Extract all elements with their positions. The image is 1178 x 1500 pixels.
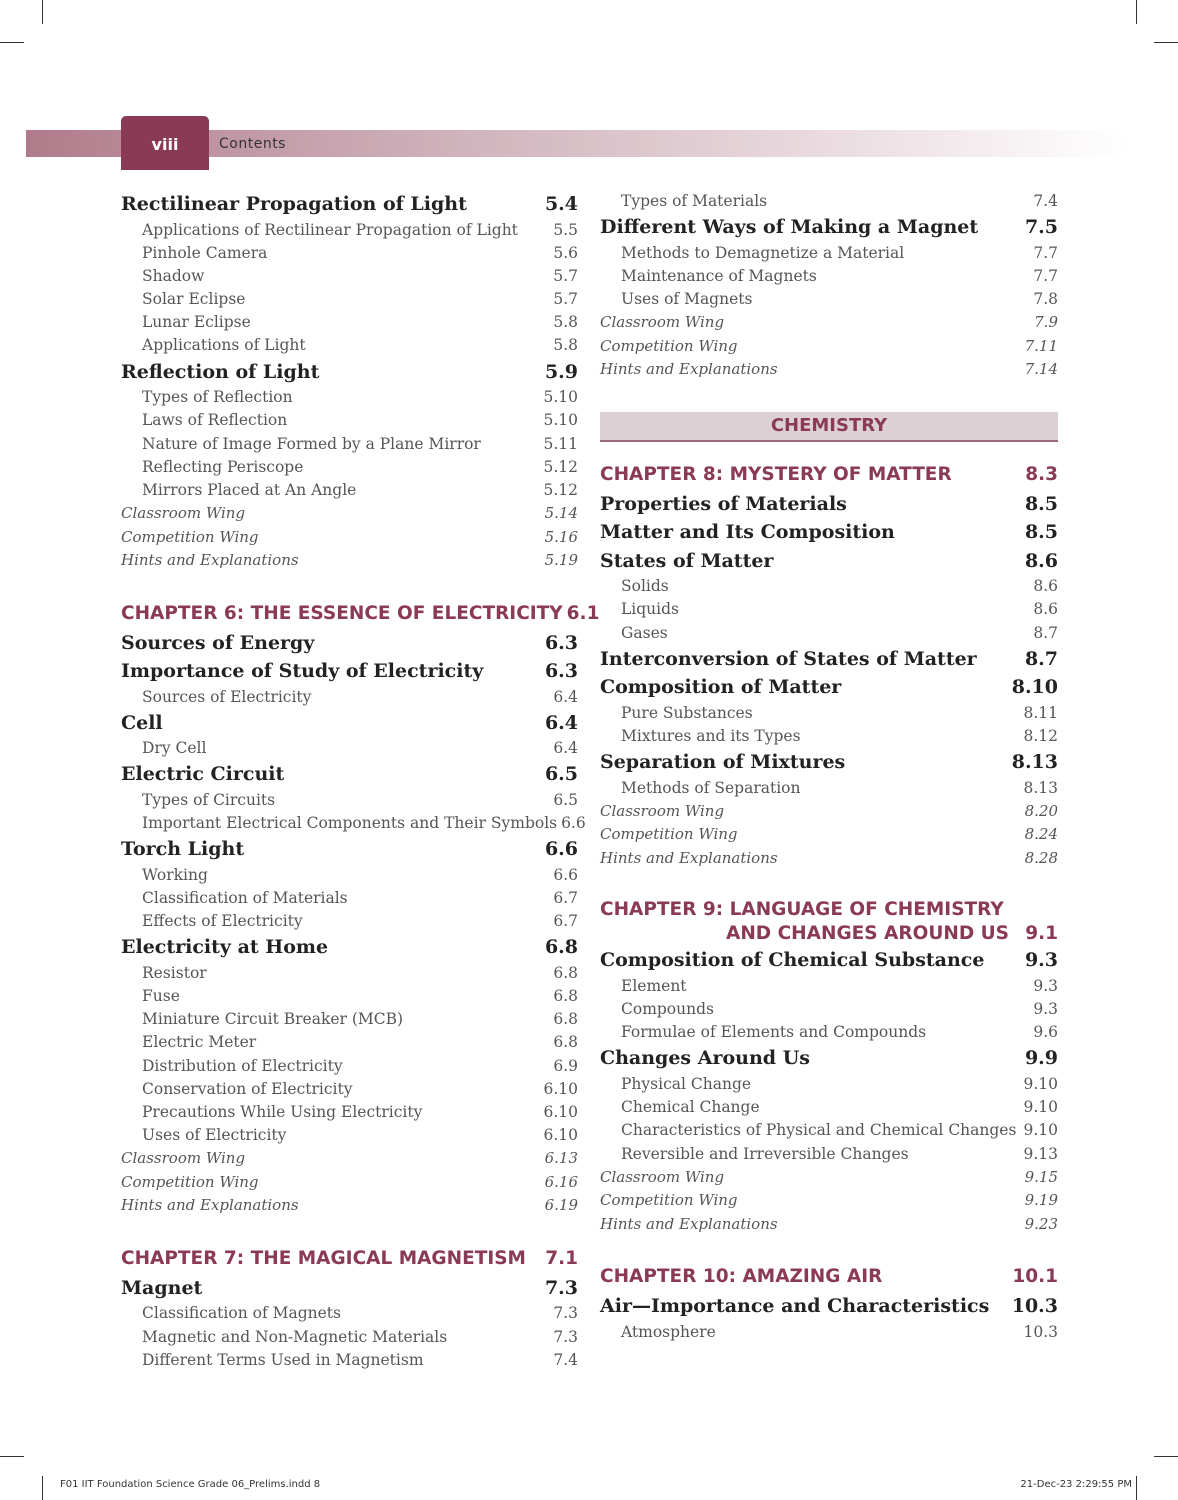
toc-entry-page-number: 7.4	[553, 1350, 578, 1369]
toc-subtopic	[121, 789, 578, 812]
toc-subtopic	[121, 962, 578, 985]
toc-entry-page-number: 8.13	[1023, 778, 1058, 797]
toc-topic	[121, 835, 578, 864]
toc-entry-title: Reversible and Irreversible Changes	[621, 1144, 909, 1163]
toc-topic	[600, 547, 1058, 576]
toc-entry-title: Different Ways of Making a Magnet	[600, 216, 979, 239]
toc-subtopic	[121, 686, 578, 709]
toc-subtopic	[121, 1078, 578, 1101]
toc-entry-title: Chemical Change	[621, 1098, 760, 1117]
crop-mark	[1136, 1476, 1137, 1500]
toc-subtopic	[600, 288, 1058, 311]
toc-entry-title: Classification of Materials	[142, 889, 348, 907]
toc-entry-page-number: 8.6	[1033, 600, 1058, 619]
toc-entry-title: Classroom Wing	[600, 801, 725, 820]
toc-entry-page-number: 8.13	[1011, 751, 1058, 774]
toc-entry-page-number: 6.13	[544, 1149, 578, 1168]
toc-entry-page-number: 6.4	[544, 711, 578, 734]
toc-entry-title: Separation of Mixtures	[600, 751, 846, 774]
crop-mark	[42, 0, 43, 24]
section-heading: CHEMISTRY	[600, 412, 1058, 442]
toc-chapter-heading	[121, 599, 600, 629]
toc-topic	[600, 946, 1058, 975]
toc-entry-title: Uses of Electricity	[142, 1126, 287, 1145]
toc-entry-page-number: 6.6	[553, 865, 578, 884]
toc-entry-title: Hints and Explanations	[600, 848, 778, 867]
toc-subtopic	[600, 1321, 1058, 1344]
toc-entry-title: Hints and Explanations	[600, 1214, 778, 1233]
toc-entry-page-number: 9.23	[1024, 1214, 1058, 1233]
toc-exercise-section	[600, 1166, 1058, 1190]
toc-entry-title: Classification of Magnets	[142, 1304, 341, 1323]
toc-exercise-section	[600, 311, 1058, 335]
toc-entry-page-number: 7.8	[1033, 290, 1058, 309]
toc-entry-page-number: 8.5	[1024, 521, 1058, 544]
toc-entry-title: Mixtures and its Types	[621, 727, 801, 745]
toc-entry-title: Changes Around Us	[600, 1047, 810, 1070]
toc-entry-title: Competition Wing	[600, 1191, 738, 1210]
toc-subtopic	[600, 265, 1058, 288]
toc-entry-page-number: 5.11	[543, 434, 578, 453]
toc-entry-page-number: 9.13	[1023, 1144, 1058, 1163]
toc-topic	[600, 673, 1058, 702]
toc-exercise-section	[600, 358, 1058, 382]
toc-topic	[121, 760, 578, 789]
toc-entry-page-number: 5.8	[553, 336, 578, 355]
toc-topic	[600, 748, 1058, 777]
toc-subtopic	[600, 702, 1058, 725]
toc-entry-title: Conservation of Electricity	[142, 1079, 353, 1098]
toc-entry-title: Magnetic and Non-Magnetic Materials	[142, 1327, 448, 1346]
toc-entry-page-number: 5.12	[543, 480, 578, 499]
crop-mark	[1154, 42, 1178, 43]
toc-entry-page-number: 8.6	[1033, 577, 1058, 596]
toc-entry-page-number: 9.6	[1033, 1023, 1058, 1042]
running-header-title: Contents	[219, 136, 286, 152]
crop-mark	[0, 1456, 24, 1457]
toc-subtopic	[600, 622, 1058, 645]
toc-entry-page-number: 6.1	[566, 602, 600, 624]
toc-entry-page-number: 6.6	[544, 838, 578, 861]
toc-subtopic	[121, 1124, 578, 1147]
toc-entry-title: Air—Importance and Characteristics	[600, 1295, 990, 1318]
toc-entry-page-number: 5.16	[544, 527, 578, 546]
toc-entry-title: Applications of Light	[142, 336, 306, 355]
toc-entry-page-number: 7.9	[1034, 313, 1058, 332]
toc-entry-title: Solar Eclipse	[142, 290, 246, 309]
toc-entry-page-number: 8.12	[1023, 727, 1058, 745]
toc-entry-page-number: 7.3	[544, 1276, 578, 1299]
crop-mark	[42, 1476, 43, 1500]
toc-subtopic	[121, 219, 578, 242]
toc-entry-page-number: 9.10	[1023, 1121, 1058, 1140]
toc-exercise-section	[600, 847, 1058, 871]
toc-entry-page-number: 6.5	[553, 790, 578, 809]
toc-subtopic	[121, 1349, 578, 1372]
toc-entry-page-number: 6.4	[553, 687, 578, 706]
toc-entry-title: Types of Circuits	[142, 790, 276, 809]
toc-entry-page-number: 7.11	[1024, 336, 1058, 355]
toc-entry-page-number: 6.3	[544, 660, 578, 683]
toc-entry-page-number: 9.3	[1033, 1000, 1058, 1019]
toc-entry-page-number: 9.9	[1024, 1047, 1058, 1070]
toc-entry-title: Rectilinear Propagation of Light	[121, 193, 467, 215]
toc-entry-page-number: 6.8	[553, 987, 578, 1006]
toc-entry-title: Formulae of Elements and Compounds	[621, 1023, 927, 1042]
toc-entry-title: Liquids	[621, 600, 679, 619]
toc-entry-page-number: 9.10	[1023, 1074, 1058, 1093]
toc-subtopic	[600, 1021, 1058, 1044]
toc-subtopic	[600, 1073, 1058, 1096]
toc-topic	[600, 490, 1058, 519]
toc-subtopic	[600, 975, 1058, 998]
toc-subtopic	[121, 1101, 578, 1124]
toc-entry-title: Precautions While Using Electricity	[142, 1103, 423, 1121]
toc-entry-title: Types of Reflection	[142, 388, 293, 407]
toc-entry-title: Hints and Explanations	[600, 360, 778, 379]
toc-subtopic	[121, 1302, 578, 1325]
toc-chapter-heading	[121, 1244, 578, 1274]
toc-subtopic	[600, 777, 1058, 800]
toc-entry-page-number: 7.3	[553, 1327, 578, 1346]
toc-entry-page-number: 10.1	[1012, 1266, 1058, 1288]
toc-entry-page-number: 6.10	[543, 1103, 578, 1121]
toc-entry-title: Importance of Study of Electricity	[121, 660, 484, 683]
toc-exercise-section	[121, 1147, 578, 1171]
toc-subtopic	[121, 265, 578, 288]
page-number-tab: viii	[121, 116, 209, 170]
toc-topic	[600, 213, 1058, 242]
toc-entry-page-number: 9.1	[1025, 923, 1058, 945]
toc-entry-title: Nature of Image Formed by a Plane Mirror	[142, 434, 481, 453]
toc-entry-title: Miniature Circuit Breaker (MCB)	[142, 1010, 404, 1029]
toc-topic	[600, 1292, 1058, 1321]
toc-entry-title: Hints and Explanations	[121, 1196, 299, 1215]
toc-entry-page-number: 10.3	[1011, 1295, 1058, 1318]
toc-entry-title: Sources of Electricity	[142, 687, 312, 706]
toc-entry-title: Electric Circuit	[121, 763, 285, 786]
toc-entry-page-number: 5.5	[553, 220, 578, 239]
toc-left-column	[121, 190, 600, 1372]
toc-subtopic	[600, 1119, 1058, 1142]
toc-entry-page-number: 8.10	[1011, 676, 1058, 699]
toc-entry-page-number: 6.7	[553, 912, 578, 931]
toc-entry-page-number: 8.6	[1024, 549, 1058, 572]
toc-right-column	[600, 190, 1058, 1344]
footer-file-name: F01 IIT Foundation Science Grade 06_Prelims.indd 8	[60, 1479, 321, 1490]
footer-timestamp: 21-Dec-23 2:29:55 PM	[1020, 1479, 1132, 1490]
toc-entry-title-line2: AND CHANGES AROUND US	[726, 923, 1009, 945]
toc-subtopic	[121, 479, 578, 502]
toc-topic	[121, 933, 578, 962]
toc-entry-page-number: 9.15	[1024, 1167, 1058, 1186]
toc-entry-title: CHAPTER 6: THE ESSENCE OF ELECTRICITY	[121, 602, 563, 624]
toc-entry-title: Methods of Separation	[621, 778, 801, 797]
toc-entry-page-number: 5.14	[544, 504, 578, 523]
toc-entry-page-number: 6.4	[553, 739, 578, 758]
toc-entry-title: Competition Wing	[600, 825, 738, 844]
toc-entry-title: Laws of Reflection	[142, 411, 288, 430]
toc-entry-page-number: 6.8	[553, 963, 578, 982]
toc-entry-page-number: 7.5	[1024, 216, 1058, 239]
toc-entry-page-number: 5.8	[553, 313, 578, 332]
toc-entry-title: Properties of Materials	[600, 492, 847, 515]
toc-entry-page-number: 7.4	[1033, 192, 1058, 210]
toc-entry-page-number: 5.19	[544, 551, 578, 570]
toc-chapter-heading	[600, 460, 1058, 490]
toc-entry-title: Matter and Its Composition	[600, 521, 895, 544]
toc-subtopic	[121, 1008, 578, 1031]
toc-entry-page-number: 6.8	[553, 1033, 578, 1052]
toc-entry-title: Physical Change	[621, 1074, 752, 1093]
toc-entry-page-number: 5.10	[543, 411, 578, 430]
toc-chapter-heading	[600, 1262, 1058, 1292]
toc-entry-page-number: 5.9	[544, 360, 578, 383]
toc-entry-title: Important Electrical Components and Their Symbols	[142, 814, 558, 833]
toc-entry-title: Gases	[621, 623, 668, 642]
toc-entry-title: Distribution of Electricity	[142, 1056, 343, 1075]
toc-subtopic	[600, 1096, 1058, 1119]
toc-entry-title: CHAPTER 10: AMAZING AIR	[600, 1266, 883, 1288]
toc-entry-title: Composition of Matter	[600, 676, 842, 699]
toc-topic	[600, 645, 1058, 674]
toc-entry-page-number: 8.20	[1024, 801, 1058, 820]
toc-subtopic	[121, 334, 578, 357]
toc-topic	[121, 657, 578, 686]
toc-exercise-section	[121, 549, 578, 573]
toc-entry-page-number: 6.16	[544, 1172, 578, 1191]
crop-mark	[1136, 0, 1137, 24]
toc-entry-title: Effects of Electricity	[142, 912, 303, 931]
toc-entry-page-number: 9.19	[1024, 1191, 1058, 1210]
toc-entry-page-number: 6.8	[544, 936, 578, 959]
toc-entry-title: Resistor	[142, 963, 207, 982]
toc-entry-page-number: 8.3	[1025, 463, 1058, 485]
toc-subtopic	[121, 910, 578, 933]
toc-entry-title: Competition Wing	[121, 1172, 259, 1191]
toc-entry-title: Interconversion of States of Matter	[600, 647, 977, 670]
toc-entry-title: Different Terms Used in Magnetism	[142, 1350, 424, 1369]
toc-entry-title: Composition of Chemical Substance	[600, 949, 985, 972]
toc-entry-title: Shadow	[142, 266, 205, 285]
toc-entry-page-number: 6.3	[544, 631, 578, 654]
toc-entry-title: States of Matter	[600, 549, 774, 572]
toc-entry-title: Solids	[621, 577, 669, 596]
toc-entry-page-number: 7.14	[1024, 360, 1058, 379]
toc-entry-title: Classroom Wing	[121, 1149, 246, 1168]
toc-subtopic	[121, 433, 578, 456]
toc-entry-page-number: 5.6	[553, 243, 578, 262]
toc-entry-page-number: 7.7	[1033, 243, 1058, 262]
toc-entry-title: Classroom Wing	[600, 313, 725, 332]
toc-exercise-section	[600, 1189, 1058, 1213]
toc-subtopic	[121, 242, 578, 265]
toc-exercise-section	[600, 800, 1058, 824]
toc-subtopic	[121, 1055, 578, 1078]
toc-entry-title: Pure Substances	[621, 703, 753, 722]
toc-entry-page-number: 6.8	[553, 1010, 578, 1029]
toc-entry-title: Methods to Demagnetize a Material	[621, 243, 905, 262]
toc-entry-page-number: 6.19	[544, 1196, 578, 1215]
toc-entry-page-number: 8.28	[1024, 848, 1058, 867]
crop-mark	[1154, 1456, 1178, 1457]
toc-subtopic	[600, 598, 1058, 621]
toc-subtopic	[121, 812, 586, 835]
toc-entry-page-number: 7.1	[545, 1247, 578, 1269]
toc-subtopic	[121, 985, 578, 1008]
toc-entry-title: Reflecting Periscope	[142, 457, 304, 476]
toc-entry-page-number: 6.7	[553, 889, 578, 907]
toc-entry-page-number: 9.3	[1024, 949, 1058, 972]
toc-subtopic	[600, 998, 1058, 1021]
toc-entry-page-number: 6.5	[544, 763, 578, 786]
toc-entry-title: Mirrors Placed at An Angle	[142, 480, 357, 499]
toc-subtopic	[121, 288, 578, 311]
toc-entry-title-line1: CHAPTER 9: LANGUAGE OF CHEMISTRY	[600, 899, 1004, 921]
toc-entry-title: Types of Materials	[621, 192, 768, 210]
toc-subtopic	[600, 242, 1058, 265]
toc-entry-page-number: 9.3	[1033, 976, 1058, 995]
toc-subtopic	[121, 864, 578, 887]
toc-entry-title: Element	[621, 976, 687, 995]
toc-entry-title: Characteristics of Physical and Chemical Changes	[621, 1121, 1017, 1140]
toc-topic	[600, 518, 1058, 547]
toc-subtopic	[121, 1326, 578, 1349]
toc-entry-title: Classroom Wing	[121, 504, 246, 523]
toc-entry-page-number: 5.12	[543, 457, 578, 476]
toc-subtopic	[600, 1143, 1058, 1166]
toc-exercise-section	[600, 823, 1058, 847]
toc-entry-title: CHAPTER 7: THE MAGICAL MAGNETISM	[121, 1247, 526, 1269]
toc-entry-title: CHAPTER 8: MYSTERY OF MATTER	[600, 463, 952, 485]
toc-entry-title: Hints and Explanations	[121, 551, 299, 570]
toc-topic	[121, 629, 578, 658]
toc-entry-title: Applications of Rectilinear Propagation of Light	[142, 220, 518, 239]
toc-entry-page-number: 9.10	[1023, 1098, 1058, 1117]
toc-chapter-heading	[600, 896, 1058, 946]
toc-entry-title: Cell	[121, 711, 163, 734]
toc-entry-page-number: 5.7	[553, 290, 578, 309]
toc-entry-title: Competition Wing	[121, 527, 259, 546]
toc-entry-title: Reflection of Light	[121, 360, 320, 383]
toc-subtopic	[121, 409, 578, 432]
toc-entry-page-number: 7.7	[1033, 266, 1058, 285]
toc-entry-page-number: 8.24	[1024, 825, 1058, 844]
toc-subtopic	[121, 456, 578, 479]
toc-topic	[121, 358, 578, 387]
toc-entry-title: Lunar Eclipse	[142, 313, 251, 332]
toc-entry-page-number: 8.11	[1023, 703, 1058, 722]
toc-entry-page-number: 6.10	[543, 1126, 578, 1145]
toc-entry-page-number: 10.3	[1023, 1322, 1058, 1341]
toc-entry-page-number: 8.5	[1024, 492, 1058, 515]
toc-subtopic	[121, 386, 578, 409]
toc-entry-title: Sources of Energy	[121, 631, 315, 654]
toc-entry-title: Working	[142, 865, 208, 884]
toc-entry-page-number: 6.6	[561, 814, 586, 833]
toc-entry-title: Atmosphere	[621, 1322, 716, 1341]
toc-entry-title: Uses of Magnets	[621, 290, 753, 309]
toc-entry-title: Pinhole Camera	[142, 243, 268, 262]
toc-entry-page-number: 6.9	[553, 1056, 578, 1075]
toc-exercise-section	[121, 1171, 578, 1195]
toc-entry-title: Electricity at Home	[121, 936, 329, 959]
toc-entry-page-number: 8.7	[1033, 623, 1058, 642]
toc-entry-title: Maintenance of Magnets	[621, 266, 817, 285]
toc-entry-title: Classroom Wing	[600, 1167, 725, 1186]
toc-exercise-section	[600, 1213, 1058, 1237]
toc-entry-title: Electric Meter	[142, 1033, 257, 1052]
toc-exercise-section	[600, 335, 1058, 359]
toc-topic	[121, 1274, 578, 1303]
toc-subtopic	[121, 311, 578, 334]
toc-topic	[121, 190, 578, 219]
toc-subtopic	[121, 737, 578, 760]
toc-exercise-section	[121, 1194, 578, 1218]
toc-entry-page-number: 5.10	[543, 388, 578, 407]
toc-entry-title: Magnet	[121, 1276, 203, 1299]
crop-mark	[0, 42, 24, 43]
toc-entry-title: Competition Wing	[600, 336, 738, 355]
toc-topic	[600, 1044, 1058, 1073]
toc-entry-title: Compounds	[621, 1000, 714, 1019]
toc-subtopic	[600, 725, 1058, 748]
toc-exercise-section	[121, 526, 578, 550]
toc-entry-page-number: 5.7	[553, 266, 578, 285]
toc-subtopic	[121, 1031, 578, 1054]
toc-subtopic	[121, 887, 578, 910]
toc-topic	[121, 709, 578, 738]
toc-exercise-section	[121, 502, 578, 526]
toc-entry-title: Torch Light	[121, 838, 245, 861]
toc-subtopic	[600, 575, 1058, 598]
toc-entry-page-number: 8.7	[1024, 647, 1058, 670]
toc-entry-title: Fuse	[142, 987, 180, 1006]
toc-entry-title	[600, 898, 1021, 946]
toc-entry-title: Dry Cell	[142, 739, 207, 758]
toc-entry-page-number: 6.10	[543, 1079, 578, 1098]
toc-entry-page-number: 7.3	[553, 1304, 578, 1323]
toc-subtopic	[600, 190, 1058, 213]
toc-entry-page-number: 5.4	[544, 193, 578, 215]
